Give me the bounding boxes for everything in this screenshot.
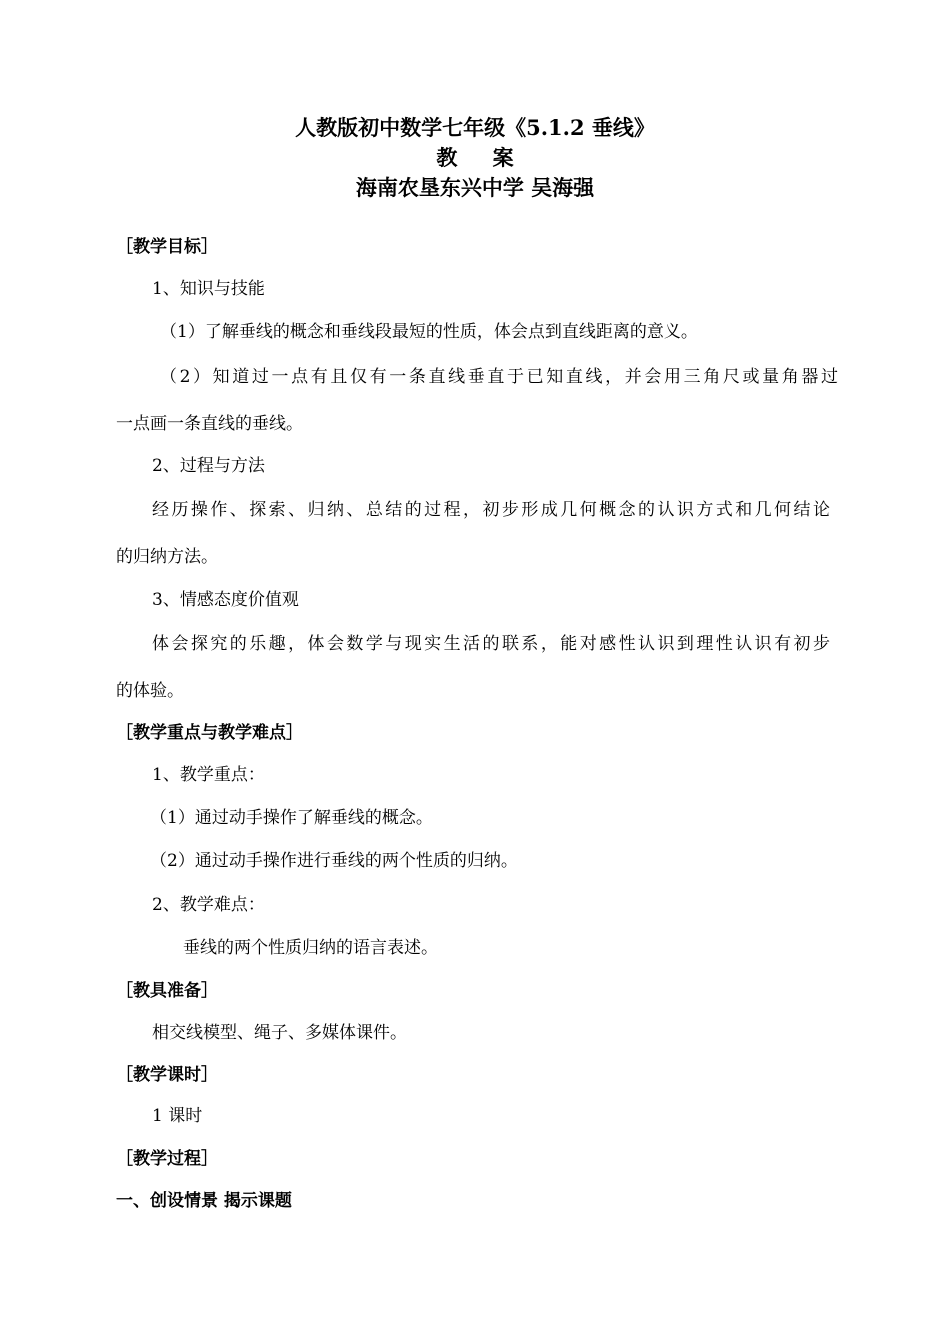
section-heading-process: ［教学过程］ — [116, 1149, 218, 1169]
objectives-paragraph-continuation: 的体验。 — [116, 681, 184, 701]
objectives-item-knowledge: 1、知识与技能 — [152, 279, 265, 299]
section-heading-hours: ［教学课时］ — [116, 1065, 218, 1085]
tools-content: 相交线模型、绳子、多媒体课件。 — [152, 1023, 407, 1043]
section-heading-key-points: ［教学重点与教学难点］ — [116, 723, 303, 743]
objectives-paragraph-continuation: 一点画一条直线的垂线。 — [116, 414, 303, 434]
objectives-paragraph: 体会探究的乐趣，体会数学与现实生活的联系，能对感性认识到理性认识有初步 — [152, 634, 830, 654]
objectives-paragraph: 经历操作、探索、归纳、总结的过程，初步形成几何概念的认识方式和几何结论 — [152, 500, 830, 520]
section-heading-tools: ［教具准备］ — [116, 981, 218, 1001]
document-author: 海南农垦东兴中学 吴海强 — [355, 175, 595, 200]
objectives-item-attitude: 3、情感态度价值观 — [152, 590, 299, 610]
key-points-paragraph: （1）通过动手操作了解垂线的概念。 — [150, 808, 433, 828]
objectives-paragraph: （2）知道过一点有且仅有一条直线垂直于已知直线，并会用三角尺或量角器过 — [160, 367, 838, 387]
document-title: 人教版初中数学七年级《5.1.2 垂线》 — [295, 115, 655, 140]
objectives-paragraph-continuation: 的归纳方法。 — [116, 547, 218, 567]
key-points-item-focus: 1、教学重点： — [152, 765, 265, 785]
document-subtitle: 教 案 — [436, 145, 528, 170]
section-heading-objectives: ［教学目标］ — [116, 237, 218, 257]
key-points-paragraph: 垂线的两个性质归纳的语言表述。 — [183, 938, 438, 958]
key-points-item-difficulty: 2、教学难点： — [152, 895, 265, 915]
process-subheading: 一、创设情景 揭示课题 — [116, 1191, 292, 1211]
hours-content: 1 课时 — [152, 1106, 203, 1126]
objectives-paragraph: （1）了解垂线的概念和垂线段最短的性质，体会点到直线距离的意义。 — [160, 322, 698, 342]
document-title-block — [0, 113, 950, 203]
key-points-paragraph: （2）通过动手操作进行垂线的两个性质的归纳。 — [150, 851, 518, 871]
objectives-item-process: 2、过程与方法 — [152, 456, 265, 476]
